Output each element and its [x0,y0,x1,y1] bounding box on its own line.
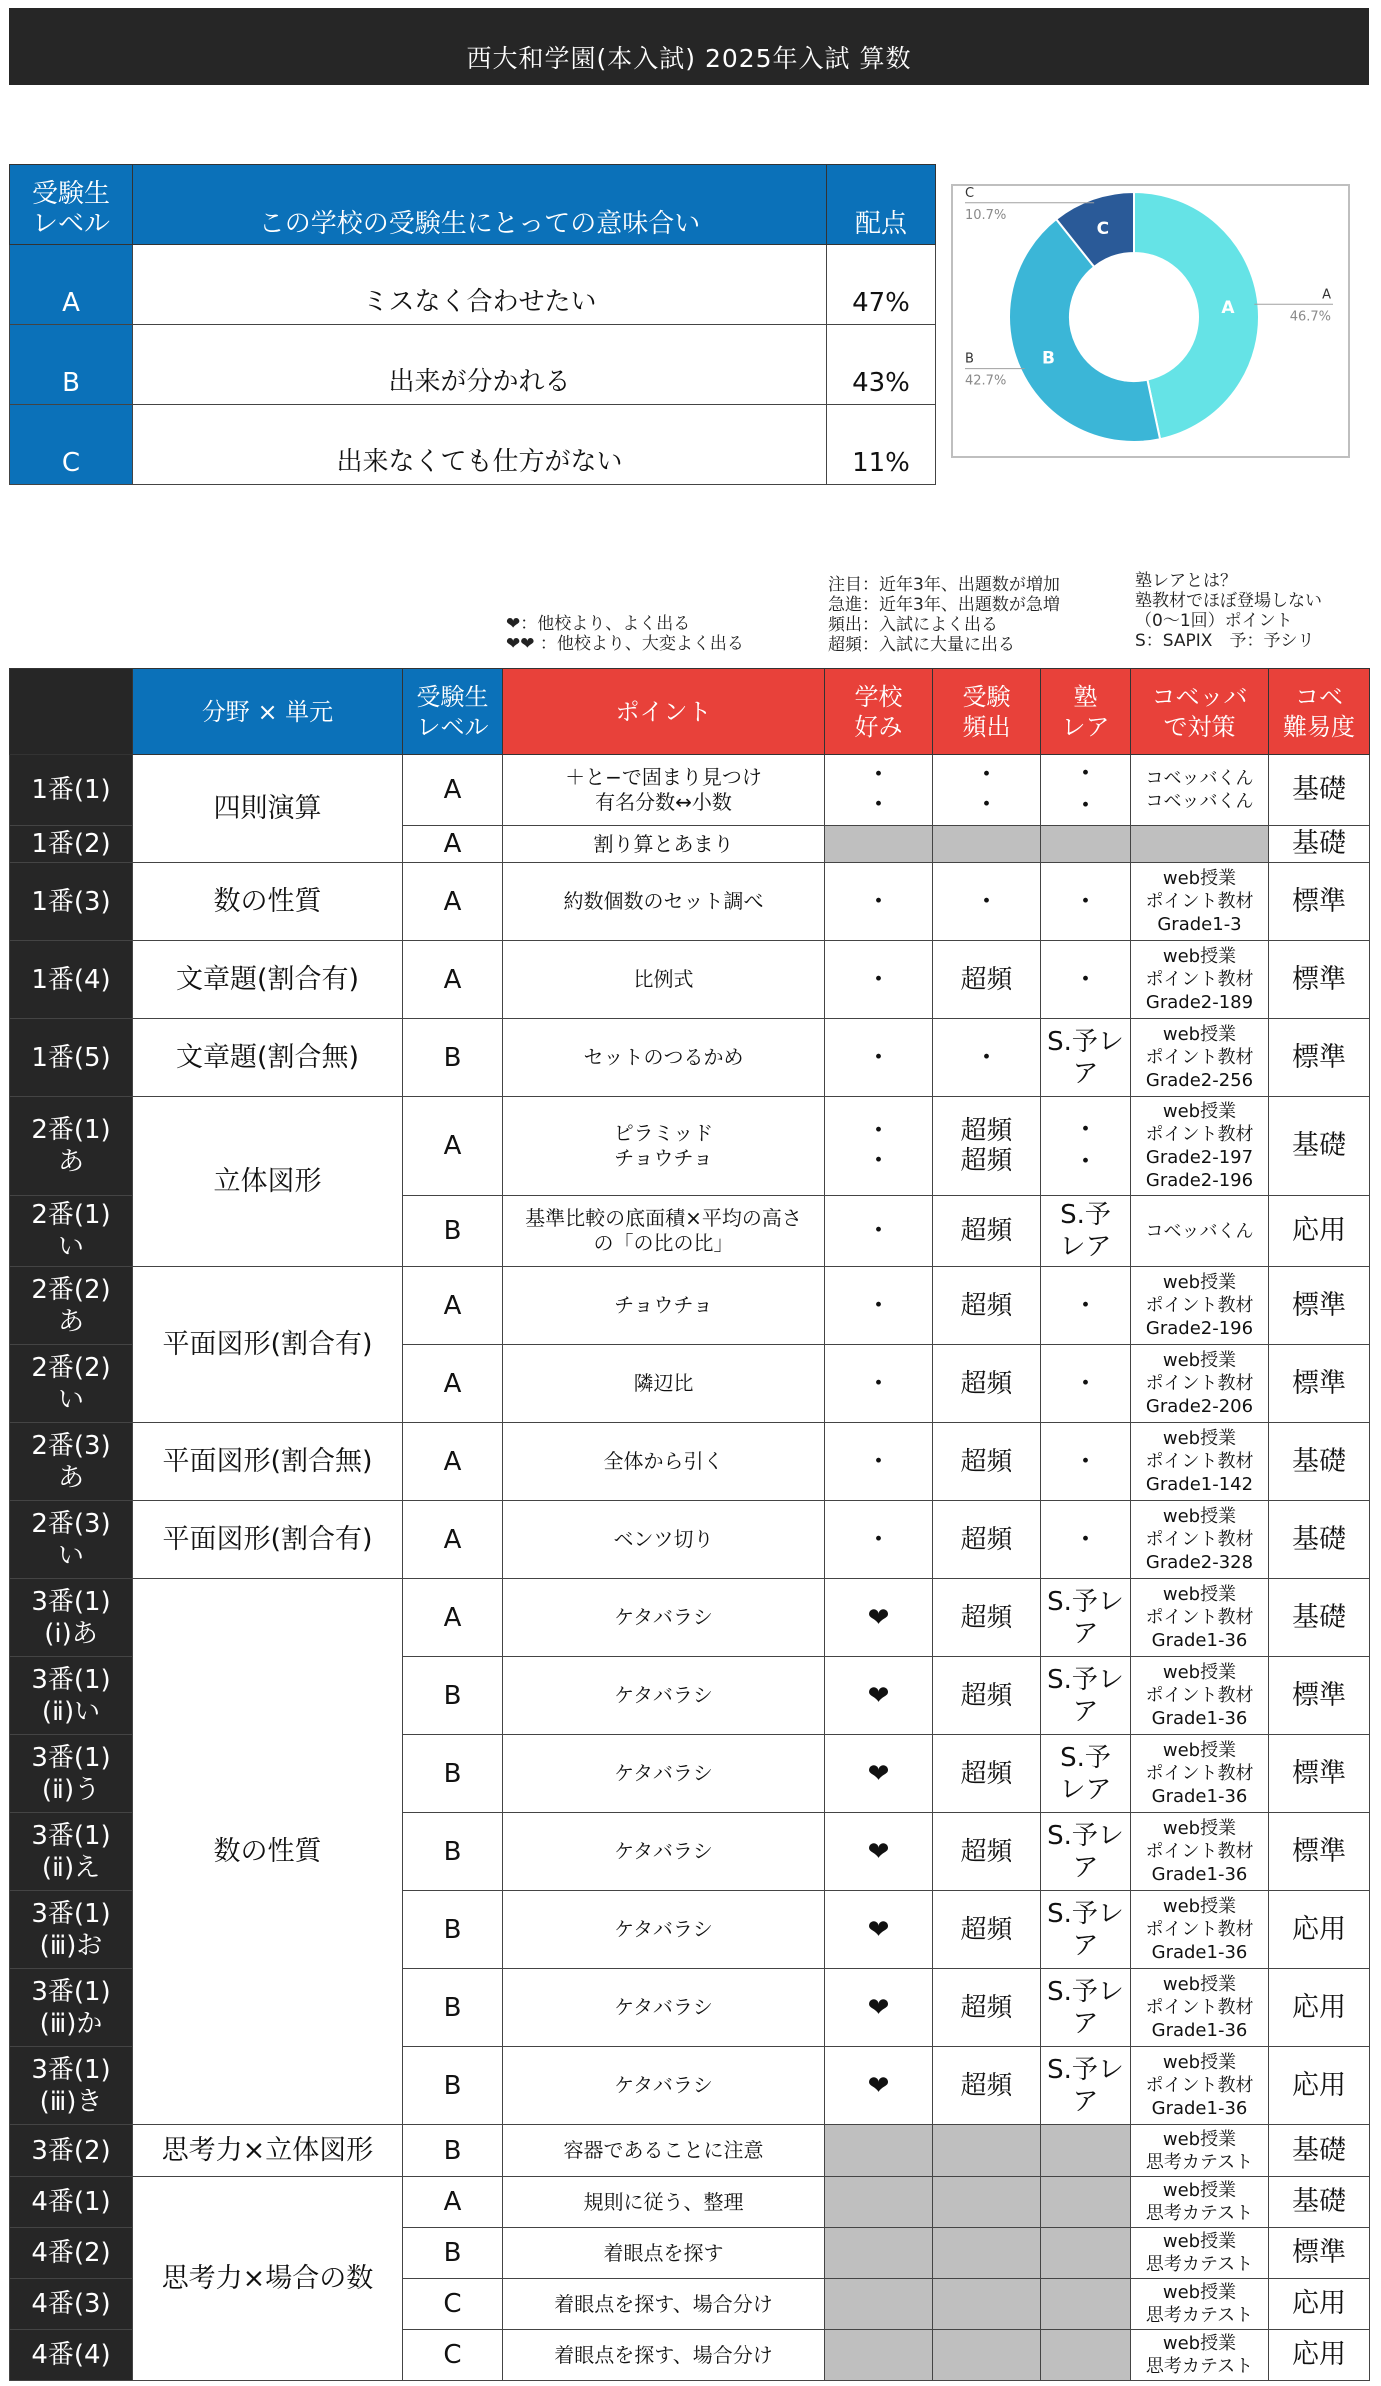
unit-cell: 数の性質 [133,863,403,941]
header-level: 受験生 レベル [403,669,503,755]
table-row [10,1267,1370,1345]
unit-cell: 平面図形(割合有) [133,1501,403,1579]
frequency-cell [933,2330,1041,2381]
summary-level: A [10,245,133,325]
point-cell: 比例式 [503,941,825,1019]
heart-legend-line: ❤：他校より、よく出る [506,614,691,634]
summary-score: 47% [827,245,936,325]
table-row [10,2177,1370,2228]
school-preference-cell: ・ [825,1267,933,1345]
unit-cell: 思考力×立体図形 [133,2125,403,2177]
point-cell: 着眼点を探す、場合分け [503,2330,825,2381]
question-number: 2番(3) あ [10,1423,133,1501]
school-preference-cell: ・ ・ [825,1097,933,1196]
callout-category: A [1322,287,1331,303]
point-cell: ケタバラシ [503,1813,825,1891]
school-preference-cell: ❤ [825,2047,933,2125]
kobe-strategy-cell: web授業 ポイント教材 Grade2-189 [1131,941,1269,1019]
point-cell: チョウチョ [503,1267,825,1345]
kobe-strategy-cell: web授業 ポイント教材 Grade1-36 [1131,1735,1269,1813]
level-cell: B [403,1969,503,2047]
summary-meaning: 出来なくても仕方がない [133,405,827,485]
frequency-cell: 超頻 [933,1969,1041,2047]
frequency-cell [933,826,1041,863]
rare-cell: S.予レア [1041,2047,1131,2125]
point-cell: ケタバラシ [503,1579,825,1657]
summary-level: C [10,405,133,485]
difficulty-cell: 応用 [1269,1969,1370,2047]
level-cell: A [403,1097,503,1196]
unit-cell: 文章題(割合無) [133,1019,403,1097]
callout-percent: 46.7% [1289,309,1331,325]
table-row [10,941,1370,1019]
question-number: 4番(1) [10,2177,133,2228]
question-number: 2番(3) い [10,1501,133,1579]
point-cell: 容器であることに注意 [503,2125,825,2177]
difficulty-cell: 基礎 [1269,1097,1370,1196]
frequency-cell: 超頻 [933,1196,1041,1267]
frequency-cell: 超頻 [933,1423,1041,1501]
level-cell: B [403,1735,503,1813]
point-cell: 隣辺比 [503,1345,825,1423]
kobe-strategy-cell: web授業 思考カテスト [1131,2125,1269,2177]
rare-cell: ・ [1041,941,1131,1019]
school-preference-cell: ・ [825,863,933,941]
level-cell: A [403,863,503,941]
question-number: 2番(2) あ [10,1267,133,1345]
kobe-strategy-cell: web授業 ポイント教材 Grade1-36 [1131,1891,1269,1969]
donut-chart-svg [953,186,1348,456]
question-number: 1番(1) [10,755,133,826]
level-cell: A [403,1423,503,1501]
rare-cell: ・ [1041,863,1131,941]
difficulty-cell: 標準 [1269,1019,1370,1097]
rare-cell: S.予レア [1041,1657,1131,1735]
table-row [10,1097,1370,1196]
level-cell: A [403,1267,503,1345]
rare-legend-line: 塾教材でほぼ登場しない [1135,591,1322,611]
rare-cell: ・ ・ [1041,1097,1131,1196]
difficulty-cell: 基礎 [1269,2177,1370,2228]
rare-cell [1041,2177,1131,2228]
frequency-cell: 超頻 超頻 [933,1097,1041,1196]
title-bar [9,8,1369,85]
kobe-strategy-cell: web授業 ポイント教材 Grade1-36 [1131,1657,1269,1735]
level-cell: A [403,941,503,1019]
level-cell: B [403,1657,503,1735]
question-number: 3番(1) (ⅲ)き [10,2047,133,2125]
callout-percent: 42.7% [965,373,1007,389]
table-row [10,2125,1370,2177]
rare-cell [1041,2125,1131,2177]
summary-score: 11% [827,405,936,485]
frequency-legend-line: 頻出：入試によく出る [828,615,998,635]
point-cell: 着眼点を探す、場合分け [503,2279,825,2330]
point-cell: 割り算とあまり [503,826,825,863]
frequency-cell: 超頻 [933,1345,1041,1423]
question-number: 2番(2) い [10,1345,133,1423]
rare-cell: ・ [1041,1267,1131,1345]
kobe-strategy-cell: コベッバくん [1131,1196,1269,1267]
level-cell: A [403,755,503,826]
kobe-strategy-cell [1131,826,1269,863]
school-preference-cell: ・ [825,1019,933,1097]
kobe-strategy-cell: web授業 思考カテスト [1131,2330,1269,2381]
question-number: 3番(1) (ⅱ)い [10,1657,133,1735]
kobe-strategy-cell: web授業 ポイント教材 Grade1-3 [1131,863,1269,941]
level-cell: B [403,2047,503,2125]
question-number: 3番(1) (ⅲ)お [10,1891,133,1969]
header-kobe: コベッバ で対策 [1131,669,1269,755]
kobe-strategy-cell: web授業 思考カテスト [1131,2228,1269,2279]
level-donut-chart [951,184,1350,458]
school-preference-cell: ・ [825,941,933,1019]
point-cell: ベンツ切り [503,1501,825,1579]
question-number: 3番(1) (ⅲ)か [10,1969,133,2047]
table-row [10,755,1370,826]
point-cell: セットのつるかめ [503,1019,825,1097]
rare-cell [1041,2279,1131,2330]
point-cell: 約数個数のセット調べ [503,863,825,941]
rare-cell: S.予レア [1041,1579,1131,1657]
kobe-strategy-cell: web授業 思考カテスト [1131,2279,1269,2330]
difficulty-cell: 基礎 [1269,755,1370,826]
summary-level: B [10,325,133,405]
difficulty-cell: 応用 [1269,2279,1370,2330]
rare-cell [1041,826,1131,863]
point-cell: ＋と−で固まり見つけ 有名分数↔小数 [503,755,825,826]
school-preference-cell: ❤ [825,1735,933,1813]
school-preference-cell: ・ ・ [825,755,933,826]
difficulty-cell: 応用 [1269,1196,1370,1267]
page-title: 西大和学園(本入試) 2025年入試 算数 [466,44,912,73]
rare-cell: S.予レア [1041,1019,1131,1097]
point-cell: 着眼点を探す [503,2228,825,2279]
summary-header-level: 受験生 レベル [10,165,133,245]
header-point: ポイント [503,669,825,755]
unit-cell: 文章題(割合有) [133,941,403,1019]
question-number: 1番(2) [10,826,133,863]
kobe-strategy-cell: web授業 ポイント教材 Grade2-197 Grade2-196 [1131,1097,1269,1196]
question-number: 1番(3) [10,863,133,941]
difficulty-cell: 標準 [1269,2228,1370,2279]
question-number: 3番(1) (ⅱ)え [10,1813,133,1891]
kobe-strategy-cell: web授業 ポイント教材 Grade2-328 [1131,1501,1269,1579]
rare-cell: S.予レア [1041,1891,1131,1969]
callout-percent: 10.7% [965,207,1007,223]
header-question-no [10,669,133,755]
table-row [10,1579,1370,1657]
school-preference-cell: ・ [825,1423,933,1501]
difficulty-cell: 基礎 [1269,1423,1370,1501]
rare-cell: S.予 レア [1041,1196,1131,1267]
difficulty-cell: 基礎 [1269,1579,1370,1657]
frequency-cell: ・ ・ [933,755,1041,826]
difficulty-cell: 標準 [1269,1345,1370,1423]
school-preference-cell [825,2228,933,2279]
question-number: 3番(2) [10,2125,133,2177]
kobe-strategy-cell: web授業 ポイント教材 Grade1-36 [1131,1969,1269,2047]
kobe-strategy-cell: web授業 ポイント教材 Grade1-36 [1131,2047,1269,2125]
level-cell: A [403,826,503,863]
level-cell: A [403,1579,503,1657]
question-number: 3番(1) (ⅱ)う [10,1735,133,1813]
frequency-cell: 超頻 [933,1891,1041,1969]
difficulty-cell: 基礎 [1269,2125,1370,2177]
summary-header-score: 配点 [827,165,936,245]
slice-letter: B [1042,348,1056,369]
difficulty-cell: 標準 [1269,941,1370,1019]
point-cell: ケタバラシ [503,1969,825,2047]
table-row [10,863,1370,941]
frequency-legend-line: 注目：近年3年、出題数が増加 [828,575,1060,595]
header-difficulty: コベ 難易度 [1269,669,1370,755]
school-preference-cell: ❤ [825,1657,933,1735]
question-number: 3番(1) (ⅰ)あ [10,1579,133,1657]
kobe-strategy-cell: web授業 思考カテスト [1131,2177,1269,2228]
frequency-cell: 超頻 [933,1267,1041,1345]
school-preference-cell: ❤ [825,1891,933,1969]
header-unit: 分野 × 単元 [133,669,403,755]
difficulty-cell: 応用 [1269,2047,1370,2125]
frequency-cell [933,2228,1041,2279]
rare-cell [1041,2228,1131,2279]
question-number: 2番(1) い [10,1196,133,1267]
difficulty-cell: 応用 [1269,2330,1370,2381]
question-number: 4番(4) [10,2330,133,2381]
frequency-legend-line: 超頻：入試に大量に出る [828,635,1015,655]
rare-cell: S.予レア [1041,1813,1131,1891]
difficulty-cell: 基礎 [1269,826,1370,863]
school-preference-cell: ❤ [825,1969,933,2047]
rare-cell [1041,2330,1131,2381]
point-cell: ケタバラシ [503,1657,825,1735]
kobe-strategy-cell: web授業 ポイント教材 Grade2-256 [1131,1019,1269,1097]
rare-cell: ・ ・ [1041,755,1131,826]
kobe-strategy-cell: web授業 ポイント教材 Grade1-36 [1131,1579,1269,1657]
kobe-strategy-cell: web授業 ポイント教材 Grade1-36 [1131,1813,1269,1891]
point-cell: ケタバラシ [503,1891,825,1969]
school-preference-cell [825,2125,933,2177]
kobe-strategy-cell: web授業 ポイント教材 Grade2-196 [1131,1267,1269,1345]
rare-legend [1135,571,1322,651]
difficulty-cell: 応用 [1269,1891,1370,1969]
school-preference-cell: ❤ [825,1579,933,1657]
question-number: 1番(4) [10,941,133,1019]
summary-header-meaning: この学校の受験生にとっての意味合い [133,165,827,245]
table-row [10,1423,1370,1501]
difficulty-cell: 標準 [1269,1735,1370,1813]
level-summary-table [9,164,935,484]
rare-legend-line: S：SAPIX 予：予シリ [1135,631,1315,651]
unit-cell: 数の性質 [133,1579,403,2125]
frequency-legend-line: 急進：近年3年、出題数が急増 [828,595,1060,615]
slice-letter: C [1096,218,1110,239]
rare-cell: ・ [1041,1501,1131,1579]
frequency-cell: 超頻 [933,2047,1041,2125]
rare-legend-line: 塾レアとは？ [1135,571,1237,591]
heart-legend [506,614,744,654]
level-cell: A [403,1345,503,1423]
callout-category: B [965,351,974,367]
table-row [10,1501,1370,1579]
level-cell: A [403,1501,503,1579]
level-cell: B [403,1813,503,1891]
frequency-cell: 超頻 [933,1657,1041,1735]
header-frequency: 受験 頻出 [933,669,1041,755]
rare-cell: S.予 レア [1041,1735,1131,1813]
question-number: 4番(3) [10,2279,133,2330]
point-cell: ピラミッド チョウチョ [503,1097,825,1196]
point-cell: ケタバラシ [503,2047,825,2125]
unit-cell: 四則演算 [133,755,403,863]
frequency-cell: ・ [933,863,1041,941]
school-preference-cell [825,2279,933,2330]
frequency-cell [933,2125,1041,2177]
unit-cell: 平面図形(割合無) [133,1423,403,1501]
kobe-strategy-cell: web授業 ポイント教材 Grade1-142 [1131,1423,1269,1501]
callout-category: C [965,186,975,201]
summary-meaning: 出来が分かれる [133,325,827,405]
difficulty-cell: 標準 [1269,863,1370,941]
difficulty-cell: 標準 [1269,1813,1370,1891]
school-preference-cell [825,2330,933,2381]
rare-cell: S.予レア [1041,1969,1131,2047]
level-cell: C [403,2279,503,2330]
kobe-strategy-cell: web授業 ポイント教材 Grade2-206 [1131,1345,1269,1423]
point-cell: 規則に従う、整理 [503,2177,825,2228]
kobe-strategy-cell: コベッバくん コベッバくん [1131,755,1269,826]
point-cell: 基準比較の底面積×平均の高さ の「の比の比」 [503,1196,825,1267]
header-rare: 塾 レア [1041,669,1131,755]
table-row [10,1019,1370,1097]
rare-legend-line: （0～1回）ポイント [1135,611,1293,631]
frequency-cell: 超頻 [933,1501,1041,1579]
level-cell: B [403,2125,503,2177]
frequency-cell: 超頻 [933,1813,1041,1891]
level-cell: A [403,2177,503,2228]
analysis-table [9,668,1369,2381]
unit-cell: 平面図形(割合有) [133,1267,403,1423]
header-school: 学校 好み [825,669,933,755]
point-cell: 全体から引く [503,1423,825,1501]
unit-cell: 思考力×場合の数 [133,2177,403,2381]
frequency-cell: 超頻 [933,1579,1041,1657]
level-cell: C [403,2330,503,2381]
heart-legend-line: ❤❤ ：他校より、大変よく出る [506,634,744,654]
school-preference-cell: ・ [825,1501,933,1579]
unit-cell: 立体図形 [133,1097,403,1267]
school-preference-cell: ・ [825,1196,933,1267]
summary-meaning: ミスなく合わせたい [133,245,827,325]
frequency-cell: 超頻 [933,941,1041,1019]
difficulty-cell: 標準 [1269,1657,1370,1735]
school-preference-cell: ❤ [825,1813,933,1891]
level-cell: B [403,1891,503,1969]
school-preference-cell: ・ [825,1345,933,1423]
frequency-cell [933,2279,1041,2330]
difficulty-cell: 基礎 [1269,1501,1370,1579]
level-cell: B [403,1196,503,1267]
summary-score: 43% [827,325,936,405]
rare-cell: ・ [1041,1423,1131,1501]
school-preference-cell [825,826,933,863]
rare-cell: ・ [1041,1345,1131,1423]
slice-letter: A [1221,298,1235,319]
point-cell: ケタバラシ [503,1735,825,1813]
question-number: 4番(2) [10,2228,133,2279]
level-cell: B [403,2228,503,2279]
question-number: 2番(1) あ [10,1097,133,1196]
school-preference-cell [825,2177,933,2228]
question-number: 1番(5) [10,1019,133,1097]
frequency-cell: ・ [933,1019,1041,1097]
level-cell: B [403,1019,503,1097]
frequency-cell: 超頻 [933,1735,1041,1813]
difficulty-cell: 標準 [1269,1267,1370,1345]
frequency-legend [828,575,1060,655]
frequency-cell [933,2177,1041,2228]
